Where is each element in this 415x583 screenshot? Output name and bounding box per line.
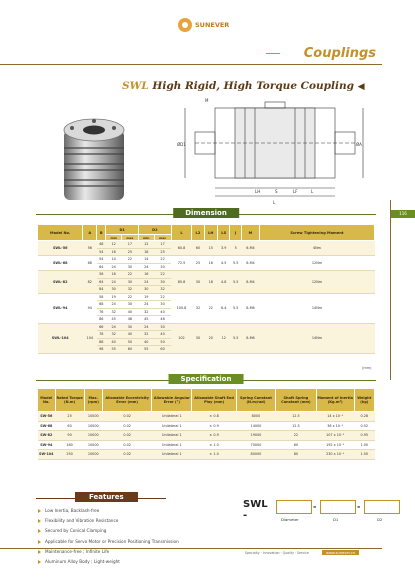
table-cell: 5.5 bbox=[230, 293, 241, 323]
svg-text:ØD1: ØD1 bbox=[177, 142, 186, 147]
spec-column-header: Max. (rpm) bbox=[84, 389, 102, 412]
svg-text:S: S bbox=[275, 189, 278, 194]
table-cell: 4Nm bbox=[259, 241, 374, 256]
table-cell: 16 bbox=[139, 271, 154, 279]
feature-item bbox=[38, 506, 179, 516]
feature-text: Flexibility and Vibration Resistance bbox=[45, 518, 119, 524]
product-title bbox=[122, 80, 365, 92]
unit-label: (mm) bbox=[362, 366, 372, 370]
table-cell: 0.02 bbox=[102, 412, 151, 422]
table-row bbox=[38, 271, 375, 279]
table-cell: 32 bbox=[121, 286, 138, 294]
spec-column-header: Spring Constant (N.m/rad) bbox=[236, 389, 275, 412]
table-cell: 22 bbox=[121, 271, 138, 279]
specification-header-row bbox=[38, 389, 375, 412]
table-cell: 40 bbox=[121, 308, 138, 316]
bullet-icon bbox=[38, 509, 41, 513]
table-cell: 32 bbox=[106, 308, 121, 316]
col-moment: Screw Tightening Moment bbox=[259, 225, 374, 241]
table-cell: 250 bbox=[55, 450, 84, 460]
table-cell: 40 bbox=[106, 338, 121, 346]
table-cell: 25 bbox=[154, 248, 171, 256]
d1-label: D1 bbox=[333, 517, 339, 522]
svg-text:LF: LF bbox=[293, 189, 298, 194]
arrow-icon: ◀ bbox=[357, 82, 365, 92]
table-cell: 18 bbox=[204, 271, 217, 294]
table-cell: 64 bbox=[97, 278, 106, 286]
col-model: Model No. bbox=[38, 225, 83, 241]
feature-text: Maintenance-free ; Infinite Life bbox=[45, 548, 110, 554]
table-cell: 32 bbox=[154, 286, 171, 294]
table-cell: SWL-68 bbox=[38, 256, 83, 271]
svg-text:LH: LH bbox=[255, 189, 261, 194]
table-cell: 0.02 bbox=[102, 440, 151, 450]
table-cell: 0.28 bbox=[354, 412, 374, 422]
page-number-tab: 116 bbox=[391, 210, 415, 218]
table-cell: 24 bbox=[139, 323, 154, 331]
bullet-icon bbox=[38, 519, 41, 523]
product-image bbox=[42, 100, 152, 210]
table-cell: 22 bbox=[121, 293, 138, 301]
table-cell: 12Nm bbox=[259, 271, 374, 294]
table-cell: 19000 bbox=[236, 431, 275, 441]
spec-column-header: Weight (kg) bbox=[354, 389, 374, 412]
table-cell: 25 bbox=[192, 256, 204, 271]
table-cell: 1.50 bbox=[354, 450, 374, 460]
table-cell: Unilateral 1 bbox=[152, 440, 192, 450]
table-cell: 54 bbox=[97, 256, 106, 264]
table-cell: 14 bbox=[139, 256, 154, 264]
logo-text: SUNEVER bbox=[195, 20, 230, 29]
table-cell: 0.52 bbox=[354, 421, 374, 431]
col-l: L bbox=[171, 225, 192, 241]
col-b: B bbox=[97, 225, 106, 241]
table-cell: SW-56 bbox=[38, 412, 56, 422]
table-cell: SWL-82 bbox=[38, 271, 83, 294]
product-code: SWL bbox=[122, 80, 149, 92]
table-cell: 82 bbox=[83, 271, 97, 294]
table-cell: 180 bbox=[55, 440, 84, 450]
col-d1: D1 bbox=[106, 225, 139, 235]
table-cell: 5.5 bbox=[230, 323, 241, 353]
table-cell: 18 bbox=[139, 248, 154, 256]
table-cell: 0.02 bbox=[102, 450, 151, 460]
technical-drawing bbox=[175, 96, 370, 208]
table-cell: 78 bbox=[97, 331, 106, 339]
table-cell: 32 bbox=[106, 331, 121, 339]
table-cell: 24 bbox=[106, 323, 121, 331]
table-cell: 48 bbox=[154, 316, 171, 324]
table-cell: 80 bbox=[276, 450, 317, 460]
table-cell: 10000 bbox=[84, 421, 102, 431]
table-cell: ± 0.9 bbox=[192, 431, 236, 441]
table-cell: 56 bbox=[83, 241, 97, 256]
table-cell: 32 bbox=[139, 308, 154, 316]
table-cell: 30 bbox=[121, 263, 138, 271]
table-cell: 22 bbox=[276, 431, 317, 441]
table-cell: 24 bbox=[139, 278, 154, 286]
feature-item bbox=[38, 557, 179, 567]
dimension-section-header bbox=[36, 208, 376, 220]
table-cell: 24 bbox=[139, 301, 154, 309]
table-cell: 0.02 bbox=[102, 431, 151, 441]
table-cell: 10000 bbox=[84, 412, 102, 422]
specification-table bbox=[37, 388, 375, 460]
table-cell: 230 x 10⁻⁵ bbox=[316, 450, 354, 460]
table-cell: 30 bbox=[192, 323, 204, 353]
table-cell: 25 bbox=[121, 248, 138, 256]
table-cell: SWL-104 bbox=[38, 323, 83, 353]
dimension-title: Dimension bbox=[173, 208, 239, 218]
table-cell: 50 bbox=[154, 338, 171, 346]
logo-icon bbox=[178, 18, 192, 32]
table-cell: 54 bbox=[97, 248, 106, 256]
table-cell: 14Nm bbox=[259, 323, 374, 353]
spec-column-header: Allowable Angular Error (°) bbox=[152, 389, 192, 412]
table-cell: 30 bbox=[121, 278, 138, 286]
diameter-box bbox=[276, 500, 312, 514]
col-d2-min: min bbox=[139, 235, 154, 241]
table-cell: 45 bbox=[139, 316, 154, 324]
table-cell: 19 bbox=[106, 293, 121, 301]
feature-item bbox=[38, 526, 179, 536]
table-cell: 48 bbox=[97, 241, 106, 249]
table-cell: 19 bbox=[139, 293, 154, 301]
table-cell: 90 bbox=[55, 431, 84, 441]
table-cell: 16 bbox=[106, 248, 121, 256]
table-cell: 16 bbox=[106, 271, 121, 279]
bullet-icon bbox=[38, 529, 41, 533]
table-cell: 14000 bbox=[236, 421, 275, 431]
table-cell: 107 x 10⁻⁵ bbox=[316, 431, 354, 441]
table-cell: 30 bbox=[121, 323, 138, 331]
table-cell: 30 bbox=[106, 286, 121, 294]
features-title: Features bbox=[75, 492, 138, 502]
table-row bbox=[38, 440, 375, 450]
table-cell: 55 bbox=[139, 346, 154, 354]
table-row bbox=[38, 241, 375, 249]
table-cell: 30 bbox=[154, 263, 171, 271]
specification-title: Specification bbox=[169, 374, 244, 384]
table-cell: 30 bbox=[139, 286, 154, 294]
table-cell: 58 bbox=[97, 293, 106, 301]
table-cell: 16 bbox=[204, 256, 217, 271]
table-cell: 12.5 bbox=[276, 412, 317, 422]
table-cell: 22 bbox=[121, 256, 138, 264]
table-cell: 60.8 bbox=[171, 241, 192, 256]
col-j: J bbox=[230, 225, 241, 241]
table-cell: ± 1.0 bbox=[192, 440, 236, 450]
specification-section-header bbox=[36, 374, 376, 386]
table-cell: 17 bbox=[121, 241, 138, 249]
table-cell: 32 bbox=[139, 331, 154, 339]
table-cell: 98 bbox=[97, 346, 106, 354]
table-cell: 68 bbox=[97, 301, 106, 309]
footer-url[interactable]: www.sunever.cn bbox=[322, 550, 359, 555]
table-cell: ± 0.8 bbox=[192, 412, 236, 422]
table-cell: Unilateral 1 bbox=[152, 412, 192, 422]
table-cell: 10000 bbox=[84, 440, 102, 450]
table-cell: 40 bbox=[154, 308, 171, 316]
diameter-label: Diameter bbox=[281, 517, 299, 522]
table-cell: 30 bbox=[154, 278, 171, 286]
table-cell: 30 bbox=[192, 271, 204, 294]
table-cell: 60 bbox=[55, 421, 84, 431]
table-row bbox=[38, 450, 375, 460]
catalog-page: SUNEVER Couplings SWL High Rigid, High Torque Coupling ◀ M LH S LF L L ØD1 ØA 116 Dimension Model No. A B D1 D2 L L2 LH LS J M Screw Tightening Moment min max min max SWL-56 56 48 12 17 12 17 60.8 60 15 3.9 5 6-M4 4Nm 54 16 25 18 25 SWL-68 68 54 14 22 14 22 72.5 25 16 4.5 5.5 6-M4 12Nm 64 24 30 24 30 SWL-82 82 56 16 22 16 22 85.8 30 18 4.8 5.5 8-M4 12Nm 64 24 30 24 30 84 30 32 30 32 SWL-94 94 58 19 22 19 22 100.8 32 22 6.4 5.5 8-M6 14Nm 68 24 30 24 30 76 32 40 32 40 86 45 48 45 48 SWL-104 104 66 24 30 24 30 102 30 20 12 5.5 8-M6 14Nm 78 32 40 32 40 88 40 50 40 50 98 55 60 55 60 (mm) Specification Model No. Rated Torque (N.m) Max. (rpm) Allowable Eccentricity Error (mm) Allowable Angular Error (°) Allowable Shaft End Play (mm) Spring Constant (N.m/rad) Shaft Spring Constant (mm) Moment of Inertia (Kg.m²) Weight (kg) SW-56 25 10000 0.02 Unilateral 1 ± 0.8 8000 12.5 14 x 10⁻⁵ 0.28 SW-68 60 10000 0.02 Unilateral 1 ± 0.9 14000 12.5 36 x 10⁻⁵ 0.52 SW-82 90 10000 0.02 Unilateral 1 ± 0.9 19000 22 107 x 10⁻⁵ 0.95 SW-94 180 10000 0.02 Unilateral 1 ± 1.0 70000 60 192 x 10⁻⁵ 1.00 SW-104 250 10000 0.02 Unilateral 1 ± 1.0 80000 80 230 x 10⁻⁵ 1.50 Features Low Inertia, Backlash-free Flexibility and Vibration Resistance Secured by Conical Clamping Applicable for Servo Motor or Precision Positioning Transmission Maintenance-free ; Infinite Life Aluminum Alloy Body ; Light-weight SWL - - - Diameter D1 D2 Specialty · Innovation · Quality · Service www.sunever.cn bbox=[0, 0, 415, 583]
product-name: High Rigid, High Torque Coupling bbox=[148, 80, 354, 92]
table-cell: 40 bbox=[121, 331, 138, 339]
table-cell: 60 bbox=[154, 346, 171, 354]
table-row bbox=[38, 293, 375, 301]
table-cell: 40 bbox=[139, 338, 154, 346]
feature-item bbox=[38, 516, 179, 526]
table-cell: 25 bbox=[55, 412, 84, 422]
feature-text: Low Inertia, Backlash-free bbox=[45, 508, 100, 514]
table-cell: Unilateral 1 bbox=[152, 421, 192, 431]
svg-text:L: L bbox=[311, 189, 314, 194]
table-cell: 104 bbox=[83, 323, 97, 353]
table-cell: 4.5 bbox=[217, 256, 230, 271]
table-row bbox=[38, 323, 375, 331]
table-cell: Unilateral 1 bbox=[152, 450, 192, 460]
table-cell: ± 1.0 bbox=[192, 450, 236, 460]
specification-table-body bbox=[38, 412, 375, 460]
col-lh: LH bbox=[204, 225, 217, 241]
table-cell: 1.00 bbox=[354, 440, 374, 450]
table-cell: 60 bbox=[121, 346, 138, 354]
table-cell: 24 bbox=[106, 263, 121, 271]
spec-column-header: Rated Torque (N.m) bbox=[55, 389, 84, 412]
col-d2: D2 bbox=[139, 225, 172, 235]
feature-text: Aluminum Alloy Body ; Light-weight bbox=[45, 559, 120, 565]
col-l2: L2 bbox=[192, 225, 204, 241]
table-row bbox=[38, 431, 375, 441]
table-cell: 10000 bbox=[84, 450, 102, 460]
table-cell: 8-M4 bbox=[241, 271, 259, 294]
table-cell: 94 bbox=[83, 293, 97, 323]
table-cell: 14Nm bbox=[259, 293, 374, 323]
table-cell: 24 bbox=[106, 301, 121, 309]
table-cell: 72.5 bbox=[171, 256, 192, 271]
table-cell: 88 bbox=[97, 338, 106, 346]
d2-box bbox=[364, 500, 400, 514]
table-cell: 5 bbox=[230, 241, 241, 256]
table-cell: 24 bbox=[106, 278, 121, 286]
table-cell: 30 bbox=[154, 323, 171, 331]
table-cell: 70000 bbox=[236, 440, 275, 450]
table-cell: SW-68 bbox=[38, 421, 56, 431]
table-cell: 5.5 bbox=[230, 256, 241, 271]
table-cell: 12Nm bbox=[259, 256, 374, 271]
col-m: M bbox=[241, 225, 259, 241]
table-cell: 0.02 bbox=[102, 421, 151, 431]
spec-column-header: Allowable Eccentricity Error (mm) bbox=[102, 389, 151, 412]
table-cell: 15 bbox=[204, 241, 217, 256]
table-cell: 45 bbox=[106, 316, 121, 324]
table-cell: 8-M6 bbox=[241, 293, 259, 323]
svg-text:ØA: ØA bbox=[356, 142, 362, 147]
table-cell: 68 bbox=[83, 256, 97, 271]
table-cell: 30 bbox=[121, 301, 138, 309]
table-cell: 100.8 bbox=[171, 293, 192, 323]
dimension-table-body bbox=[38, 241, 375, 354]
table-cell: 56 bbox=[97, 271, 106, 279]
table-cell: 14 bbox=[106, 256, 121, 264]
bullet-icon bbox=[38, 560, 41, 564]
d1-box bbox=[320, 500, 356, 514]
bullet-icon bbox=[38, 540, 41, 544]
svg-text:M: M bbox=[205, 98, 209, 103]
table-cell: 24 bbox=[139, 263, 154, 271]
col-d1-max: max bbox=[121, 235, 138, 241]
table-cell: 48 bbox=[121, 316, 138, 324]
brand-logo bbox=[178, 16, 240, 34]
table-cell: 6-M4 bbox=[241, 241, 259, 256]
table-cell: 20 bbox=[204, 323, 217, 353]
table-cell: 12 bbox=[217, 323, 230, 353]
table-cell: 22 bbox=[154, 256, 171, 264]
d2-label: D2 bbox=[377, 517, 383, 522]
table-cell: 80000 bbox=[236, 450, 275, 460]
order-prefix: SWL - bbox=[243, 499, 268, 521]
feature-text: Secured by Conical Clamping bbox=[45, 528, 107, 534]
table-cell: SW-82 bbox=[38, 431, 56, 441]
spec-column-header: Model No. bbox=[38, 389, 56, 412]
table-cell: 86 bbox=[97, 316, 106, 324]
table-cell: SW-94 bbox=[38, 440, 56, 450]
spec-column-header: Shaft Spring Constant (mm) bbox=[276, 389, 317, 412]
table-cell: 192 x 10⁻⁵ bbox=[316, 440, 354, 450]
table-cell: 85.8 bbox=[171, 271, 192, 294]
feature-text: Applicable for Servo Motor or Precision Positioning Transmission bbox=[45, 538, 179, 544]
table-row bbox=[38, 256, 375, 264]
table-cell: 32 bbox=[192, 293, 204, 323]
table-cell: 12 bbox=[139, 241, 154, 249]
col-ls: LS bbox=[217, 225, 230, 241]
table-cell: 22 bbox=[154, 271, 171, 279]
table-cell: 30 bbox=[154, 301, 171, 309]
table-cell: 50 bbox=[121, 338, 138, 346]
table-row bbox=[38, 412, 375, 422]
table-cell: 64 bbox=[97, 263, 106, 271]
table-cell: 55 bbox=[106, 346, 121, 354]
feature-item bbox=[38, 537, 179, 547]
table-cell: 17 bbox=[154, 241, 171, 249]
table-cell: 6-M4 bbox=[241, 256, 259, 271]
dimension-table bbox=[37, 224, 375, 354]
page-footer bbox=[0, 548, 382, 558]
table-cell: 66 bbox=[97, 323, 106, 331]
table-cell: SWL-94 bbox=[38, 293, 83, 323]
col-d2-max: max bbox=[154, 235, 171, 241]
page-header bbox=[0, 44, 380, 66]
table-cell: 60 bbox=[276, 440, 317, 450]
table-cell: SW-104 bbox=[38, 450, 56, 460]
col-d1-min: min bbox=[106, 235, 121, 241]
table-cell: 5.5 bbox=[230, 271, 241, 294]
table-cell: 84 bbox=[97, 286, 106, 294]
table-cell: 36 x 10⁻⁵ bbox=[316, 421, 354, 431]
table-cell: 22 bbox=[154, 293, 171, 301]
svg-text:L: L bbox=[273, 200, 276, 205]
table-cell: 0.95 bbox=[354, 431, 374, 441]
page-title: Couplings bbox=[303, 46, 376, 61]
table-row bbox=[38, 421, 375, 431]
table-cell: 14 x 10⁻⁵ bbox=[316, 412, 354, 422]
spec-column-header: Moment of Inertia (Kg.m²) bbox=[316, 389, 354, 412]
table-cell: 12.5 bbox=[276, 421, 317, 431]
table-cell: SWL-56 bbox=[38, 241, 83, 256]
table-cell: 12 bbox=[106, 241, 121, 249]
table-cell: 76 bbox=[97, 308, 106, 316]
table-cell: 8-M6 bbox=[241, 323, 259, 353]
table-cell: Unilateral 1 bbox=[152, 431, 192, 441]
table-cell: 102 bbox=[171, 323, 192, 353]
table-cell: 8000 bbox=[236, 412, 275, 422]
table-cell: 4.8 bbox=[217, 271, 230, 294]
table-cell: 3.9 bbox=[217, 241, 230, 256]
table-cell: 6.4 bbox=[217, 293, 230, 323]
table-cell: ± 0.9 bbox=[192, 421, 236, 431]
spec-column-header: Allowable Shaft End Play (mm) bbox=[192, 389, 236, 412]
table-cell: 10000 bbox=[84, 431, 102, 441]
table-cell: 60 bbox=[192, 241, 204, 256]
table-cell: 22 bbox=[204, 293, 217, 323]
footer-slogan: Specialty · Innovation · Quality · Service bbox=[245, 551, 309, 555]
col-a: A bbox=[83, 225, 97, 241]
table-cell: 40 bbox=[154, 331, 171, 339]
